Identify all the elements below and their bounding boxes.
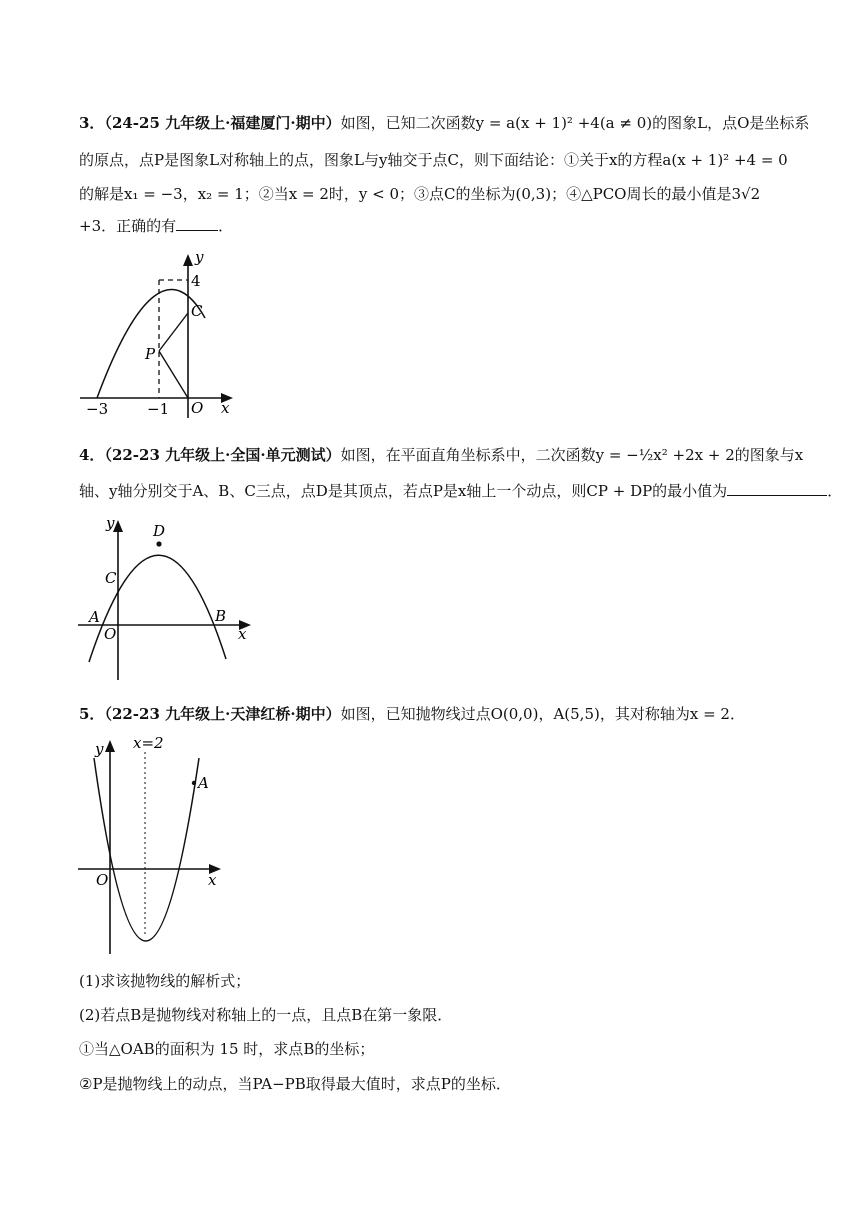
q3-x-label: x xyxy=(221,399,230,417)
q4-y-arrow xyxy=(113,520,123,532)
q5-line1 xyxy=(79,704,745,724)
q5-sub1: (1)求该抛物线的解析式； xyxy=(79,972,251,990)
q5-y-label: y xyxy=(95,740,104,758)
q5-sub2-2: ②P是抛物线上的动点，当PA−PB取得最大值时，求点P的坐标． xyxy=(79,1075,511,1093)
q4-label-b: B xyxy=(215,607,227,625)
q4-label-c: C xyxy=(105,569,117,587)
q3-label-p: P xyxy=(145,345,156,363)
q3-text-line3: 的解是x₁ = −3，x₂ = 1；②当x = 2时，y < 0；③点C的坐标为(0,3)；④△PCO周长的最小值是3√2 xyxy=(79,185,761,203)
q3-y-arrow xyxy=(183,254,193,266)
q3-label-4: 4 xyxy=(191,272,201,290)
q5-point-a xyxy=(192,781,196,785)
q3-answer-blank xyxy=(176,216,218,231)
q4-text-line2-end: ． xyxy=(827,482,843,500)
q4-source: （22-23 九年级上·全国·单元测试） xyxy=(104,446,341,464)
q5-text-line1: 如图，已知抛物线过点O(0,0)，A(5,5)，其对称轴为x = 2． xyxy=(340,705,745,723)
q5-sub2: (2)若点B是抛物线对称轴上的一点，且点B在第一象限． xyxy=(79,1006,453,1024)
q3-label-minus3: −3 xyxy=(86,400,109,418)
q3-label-o: O xyxy=(191,399,204,417)
q5-source: （22-23 九年级上·天津红桥·期中） xyxy=(104,705,341,723)
q3-text-line2: 的原点，点P是图象L对称轴上的点，图象L与y轴交于点C，则下面结论：①关于x的方程a(x + 1)² +4 = 0 xyxy=(79,151,788,169)
q5-sub2-1: ①当△OAB的面积为 15 时，求点B的坐标； xyxy=(79,1040,375,1058)
q4-label-d: D xyxy=(153,522,166,540)
q5-label-x2: x=2 xyxy=(133,734,164,752)
q3-figure xyxy=(75,248,245,423)
q4-y-label: y xyxy=(106,514,115,532)
q5-y-arrow xyxy=(105,740,115,752)
q5-figure xyxy=(75,732,245,960)
q4-vertex-dot xyxy=(156,541,161,546)
q4-answer-blank xyxy=(727,481,827,496)
q5-label-a: A xyxy=(198,774,209,792)
q3-line1 xyxy=(79,113,809,133)
q4-number: 4． xyxy=(79,446,105,464)
q3-line4 xyxy=(79,216,233,236)
q5-x-label: x xyxy=(208,871,217,889)
q3-source: （24-25 九年级上·福建厦门·期中） xyxy=(104,114,341,132)
q3-segment-pc xyxy=(159,313,188,351)
q4-label-a: A xyxy=(89,608,100,626)
q4-text-line2: 轴、y轴分别交于A、B、C三点，点D是其顶点，若点P是x轴上一个动点，则CP + DP的最小值为 xyxy=(79,482,728,500)
q4-line2 xyxy=(79,481,842,501)
q3-number: 3． xyxy=(79,114,105,132)
q3-parabola xyxy=(97,290,205,398)
q5-label-o: O xyxy=(96,871,109,889)
q3-label-c: C xyxy=(191,302,203,320)
q4-label-o: O xyxy=(104,625,117,643)
q3-segment-po xyxy=(159,351,188,398)
q4-line1 xyxy=(79,445,803,465)
q3-text-line1: 如图，已知二次函数y = a(x + 1)² +4(a ≠ 0)的图象L，点O是坐标系 xyxy=(340,114,810,132)
q4-x-label: x xyxy=(238,625,247,643)
q3-text-line4-end: ． xyxy=(218,217,234,235)
q4-text-line1: 如图，在平面直角坐标系中，二次函数y = −½x² +2x + 2的图象与x xyxy=(340,446,804,464)
q3-y-label: y xyxy=(195,248,204,266)
q4-figure xyxy=(75,512,255,682)
q3-label-minus1: −1 xyxy=(147,400,170,418)
q5-number: 5． xyxy=(79,705,105,723)
q3-text-line4: +3．正确的有 xyxy=(79,217,177,235)
